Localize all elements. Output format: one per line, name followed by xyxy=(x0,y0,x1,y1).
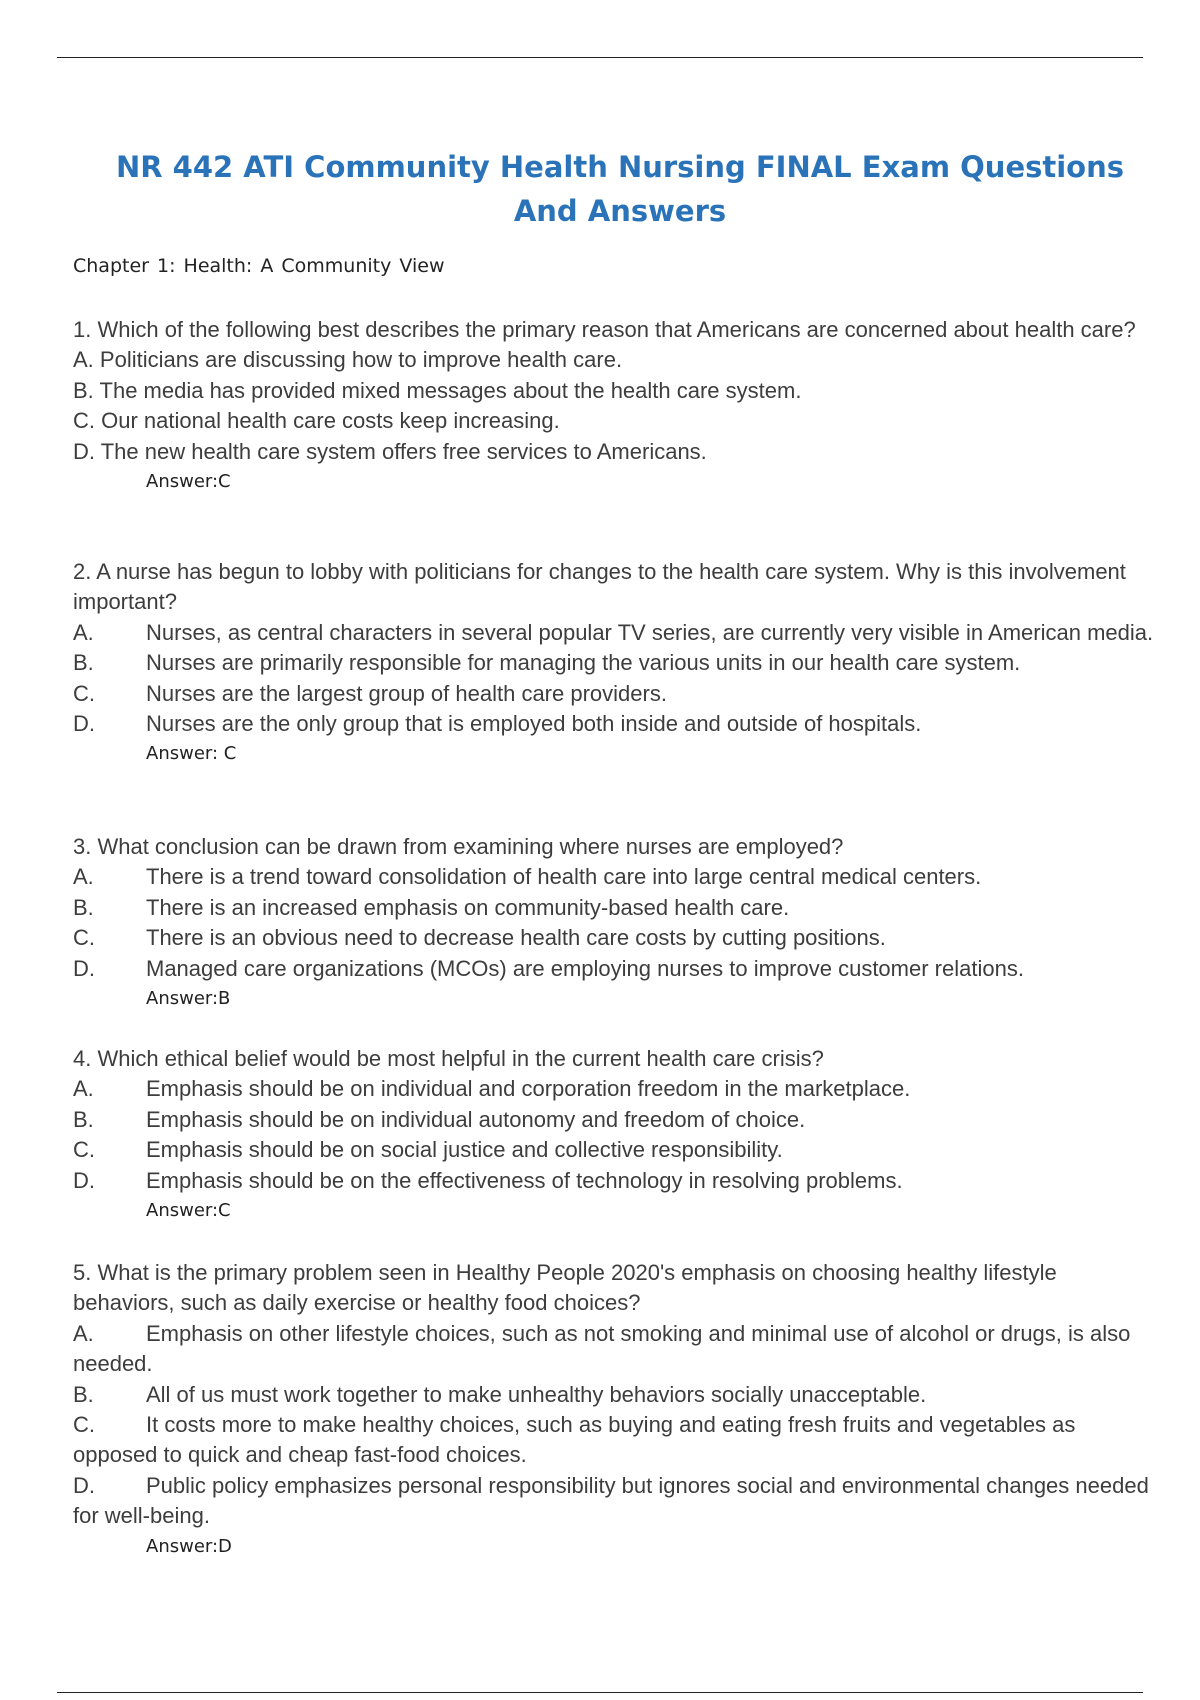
option-letter: D. xyxy=(73,955,95,981)
answer-option xyxy=(73,406,1163,436)
answer-option xyxy=(73,923,1163,953)
option-text: Managed care organizations (MCOs) are employing nurses to improve customer relations. xyxy=(146,955,1024,981)
answer-option xyxy=(73,1166,1163,1196)
answer-option xyxy=(73,1471,1163,1532)
answer-key: Answer:D xyxy=(146,1535,232,1557)
answer-option xyxy=(73,709,1163,739)
option-letter: A. xyxy=(73,619,94,645)
bottom-divider xyxy=(57,1692,1143,1693)
question-block xyxy=(73,315,1163,497)
question-block xyxy=(73,1258,1163,1562)
option-text: All of us must work together to make unhealthy behaviors socially unacceptable. xyxy=(146,1381,927,1407)
answer-option xyxy=(73,862,1163,892)
answer-option xyxy=(73,618,1163,648)
answer-option xyxy=(73,1410,1163,1471)
option-text: The media has provided mixed messages about the health care system. xyxy=(99,377,802,403)
option-letter: B. xyxy=(73,650,94,676)
option-text: Public policy emphasizes personal responsibility but ignores social and environmental changes needed for well-being. xyxy=(73,1472,1149,1529)
answer-option xyxy=(73,376,1163,406)
answer-option xyxy=(73,679,1163,709)
option-letter: A. xyxy=(73,1320,94,1346)
option-letter: C. xyxy=(73,408,95,434)
option-letter: A. xyxy=(73,1076,94,1102)
option-letter: C. xyxy=(73,680,95,706)
answer-option xyxy=(73,1074,1163,1104)
answer-option xyxy=(73,648,1163,678)
option-letter: D. xyxy=(73,711,95,737)
option-text: Nurses are the only group that is employed both inside and outside of hospitals. xyxy=(146,711,922,737)
answer-key: Answer:C xyxy=(146,471,231,493)
option-letter: A. xyxy=(73,347,94,373)
option-text: It costs more to make healthy choices, such as buying and eating fresh fruits and vegetables as opposed to quick and cheap fast-food choices. xyxy=(73,1412,1076,1468)
answer-option xyxy=(73,345,1163,375)
answer-option xyxy=(73,893,1163,923)
answer-key: Answer:B xyxy=(146,988,231,1010)
option-letter: B. xyxy=(73,1106,94,1132)
option-text: Emphasis should be on individual autonomy and freedom of choice. xyxy=(146,1106,806,1132)
answer-option xyxy=(73,1319,1163,1380)
answer-option xyxy=(73,1380,1163,1410)
question-stem: 3. What conclusion can be drawn from examining where nurses are employed? xyxy=(73,834,844,859)
answer-option xyxy=(73,954,1163,984)
option-letter: D. xyxy=(73,438,95,464)
option-text: Emphasis should be on the effectiveness of technology in resolving problems. xyxy=(146,1167,903,1193)
option-letter: C. xyxy=(73,1137,95,1163)
option-text: Politicians are discussing how to improve health care. xyxy=(99,347,623,373)
answer-key: Answer:C xyxy=(146,1200,231,1222)
option-text: Nurses, as central characters in several popular TV series, are currently very visible in American media. xyxy=(146,619,1154,645)
option-text: Emphasis on other lifestyle choices, such as not smoking and minimal use of alcohol or drugs, is also needed. xyxy=(73,1320,1131,1377)
option-letter: A. xyxy=(73,864,94,890)
option-letter: B. xyxy=(73,1381,94,1407)
answer-option xyxy=(73,437,1163,467)
option-text: Nurses are primarily responsible for managing the various units in our health care system. xyxy=(146,650,1021,676)
option-text: Emphasis should be on individual and corporation freedom in the marketplace. xyxy=(146,1076,911,1102)
question-stem: 5. What is the primary problem seen in Healthy People 2020's emphasis on choosing healthy lifestyle behaviors, such as daily exercise or healthy food choices? xyxy=(73,1260,1057,1316)
chapter-heading: Chapter 1: Health: A Community View xyxy=(73,255,445,277)
option-letter: D. xyxy=(73,1472,95,1498)
option-text: There is an increased emphasis on community-based health care. xyxy=(146,894,790,920)
question-stem: 4. Which ethical belief would be most helpful in the current health care crisis? xyxy=(73,1046,824,1071)
option-text: The new health care system offers free services to Americans. xyxy=(100,438,707,464)
option-text: There is an obvious need to decrease health care costs by cutting positions. xyxy=(146,925,886,951)
question-stem: 2. A nurse has begun to lobby with politicians for changes to the health care system. Why is this involvement important? xyxy=(73,559,1126,615)
top-divider xyxy=(57,57,1143,58)
question-block xyxy=(73,557,1163,769)
option-text: There is a trend toward consolidation of health care into large central medical centers. xyxy=(146,864,982,890)
option-letter: B. xyxy=(73,377,94,403)
option-letter: C. xyxy=(73,1412,95,1438)
option-letter: D. xyxy=(73,1167,95,1193)
option-letter: C. xyxy=(73,925,95,951)
answer-key: Answer: C xyxy=(146,743,237,765)
option-text: Nurses are the largest group of health care providers. xyxy=(146,680,667,706)
option-text: Emphasis should be on social justice and collective responsibility. xyxy=(146,1137,783,1163)
document-title: NR 442 ATI Community Health Nursing FINAL Exam Questions And Answers xyxy=(115,150,1125,228)
option-letter: B. xyxy=(73,894,94,920)
answer-option xyxy=(73,1105,1163,1135)
question-stem: 1. Which of the following best describes the primary reason that Americans are concerned about health care? xyxy=(73,317,1136,342)
answer-option xyxy=(73,1135,1163,1165)
question-block xyxy=(73,1044,1163,1226)
question-block xyxy=(73,832,1163,1014)
option-text: Our national health care costs keep increasing. xyxy=(101,408,560,434)
